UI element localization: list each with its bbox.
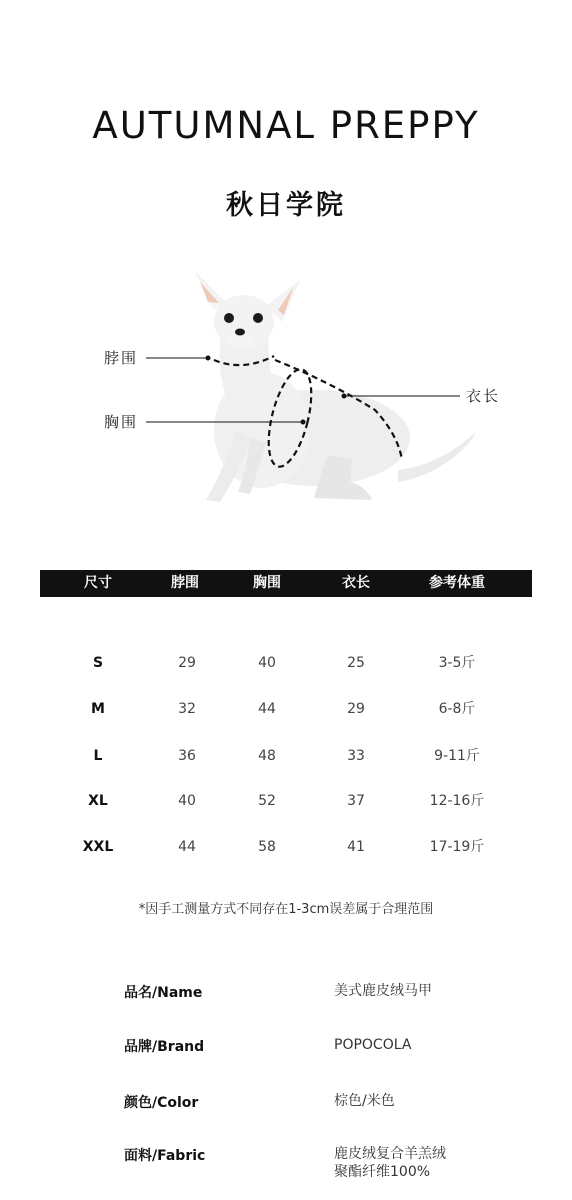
cell-weight: 12-16斤 — [429, 793, 485, 809]
cell-length: 25 — [347, 655, 365, 671]
size-table-header — [40, 570, 532, 597]
measurement-diagram — [0, 260, 572, 520]
info-key: 品名/Name — [124, 985, 203, 1001]
header-size: 尺寸 — [84, 575, 112, 591]
info-key: 面料/Fabric — [124, 1148, 206, 1164]
cell-chest: 58 — [258, 839, 276, 855]
title-chinese: 秋日学院 — [226, 190, 346, 221]
cell-length: 37 — [347, 793, 365, 809]
cell-neck: 44 — [178, 839, 196, 855]
header-length: 衣长 — [342, 575, 370, 591]
cell-length: 33 — [347, 748, 365, 764]
cell-size: XL — [88, 793, 108, 809]
table-row — [0, 745, 572, 767]
header-chest: 胸围 — [253, 575, 281, 591]
table-row — [0, 790, 572, 812]
length-label: 衣长 — [466, 387, 501, 405]
table-row — [0, 652, 572, 674]
chest-label: 胸围 — [104, 413, 139, 431]
cell-length: 41 — [347, 839, 365, 855]
measurement-note: *因手工测量方式不同存在1-3cm误差属于合理范围 — [138, 902, 434, 917]
info-key: 颜色/Color — [124, 1095, 199, 1111]
info-value: 棕色/米色 — [334, 1093, 395, 1109]
table-row — [0, 698, 572, 720]
header-weight: 参考体重 — [429, 575, 485, 591]
cell-weight: 3-5斤 — [438, 655, 476, 671]
cell-size: M — [91, 701, 105, 717]
neck-label: 脖围 — [104, 349, 139, 367]
info-value: POPOCOLA — [334, 1037, 412, 1053]
title-english: AUTUMNAL PREPPY — [92, 104, 480, 147]
cell-weight: 6-8斤 — [438, 701, 476, 717]
cell-size: L — [93, 748, 103, 764]
cell-neck: 29 — [178, 655, 196, 671]
cell-chest: 44 — [258, 701, 276, 717]
info-key: 品牌/Brand — [124, 1039, 205, 1055]
info-value: 鹿皮绒复合羊羔绒 聚酯纤维100% — [334, 1146, 446, 1180]
cell-weight: 9-11斤 — [434, 748, 480, 764]
cell-chest: 52 — [258, 793, 276, 809]
cell-size: S — [92, 655, 104, 671]
cell-chest: 48 — [258, 748, 276, 764]
info-value: 美式鹿皮绒马甲 — [334, 983, 432, 999]
cell-neck: 40 — [178, 793, 196, 809]
table-row — [0, 836, 572, 858]
cell-neck: 32 — [178, 701, 196, 717]
cell-size: XXL — [82, 839, 114, 855]
header-neck: 脖围 — [171, 575, 199, 591]
cell-weight: 17-19斤 — [429, 839, 485, 855]
cell-chest: 40 — [258, 655, 276, 671]
cell-neck: 36 — [178, 748, 196, 764]
cell-length: 29 — [347, 701, 365, 717]
